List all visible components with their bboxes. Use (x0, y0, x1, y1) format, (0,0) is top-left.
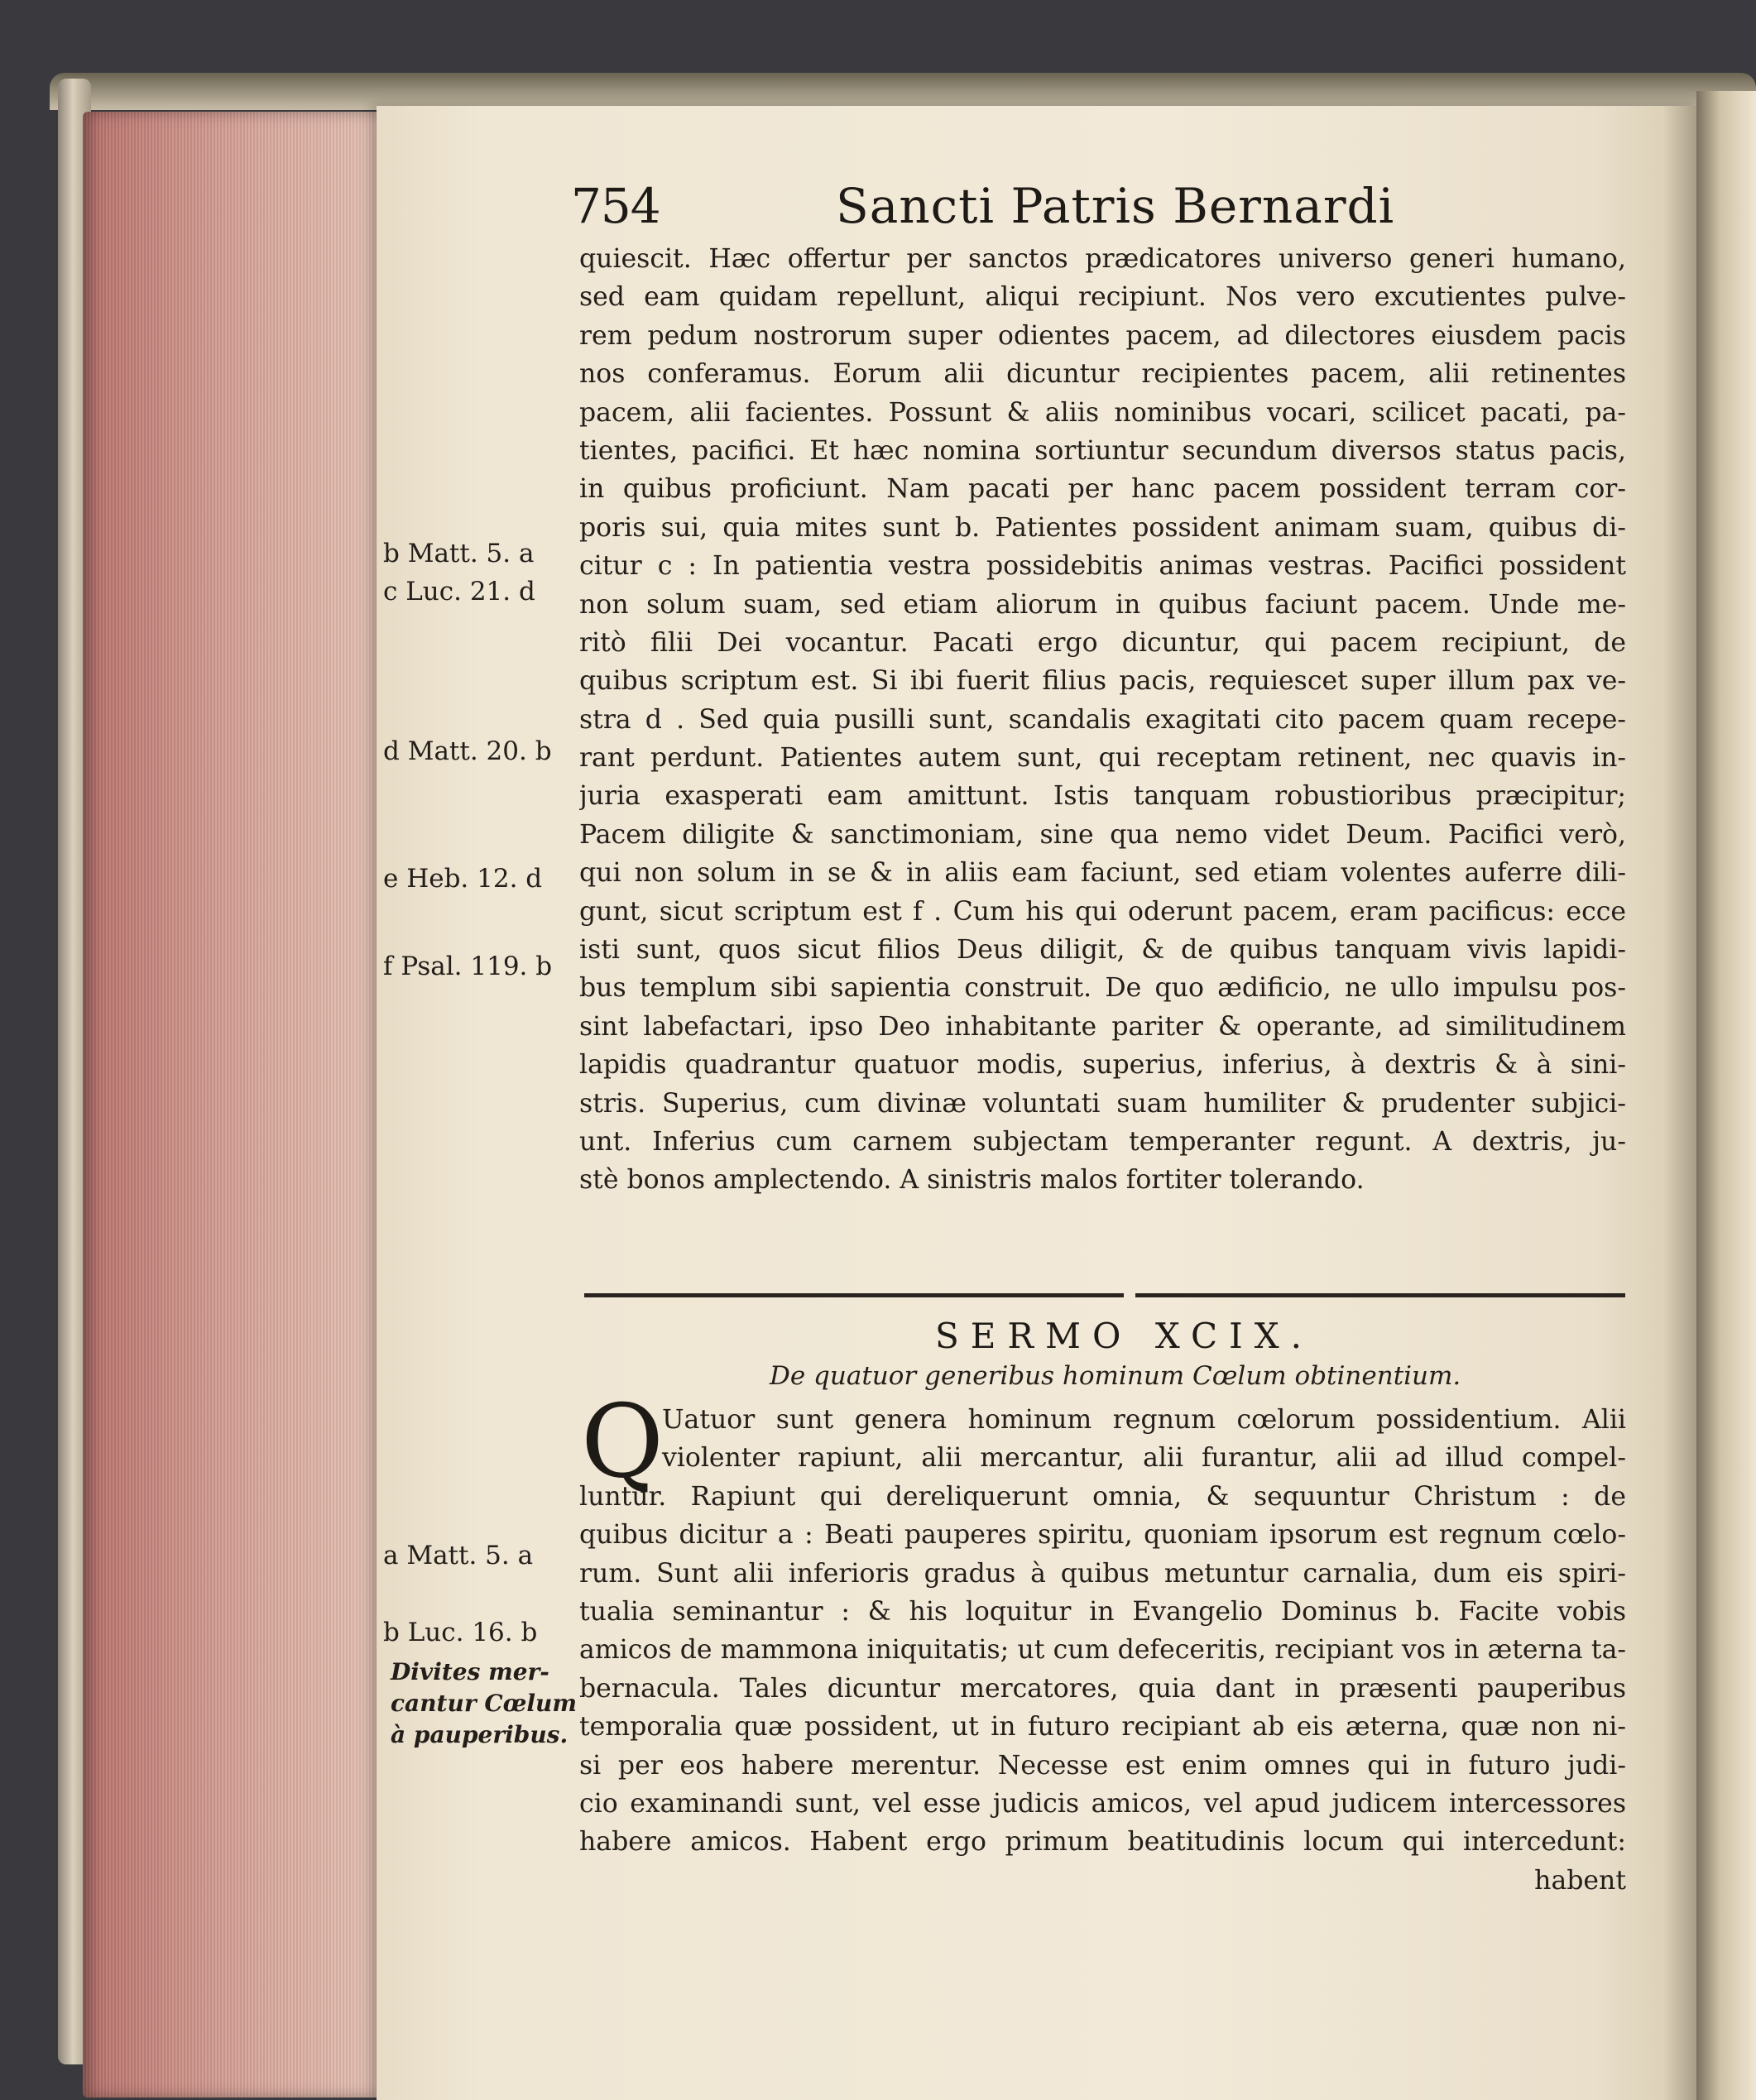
running-title: Sancti Patris Bernardi (836, 178, 1395, 234)
section-rule-right (1135, 1293, 1625, 1297)
drop-capital: Q (581, 1383, 664, 1500)
text-line: tientes, pacifici. Et hæc nomina sortiuntur secundum diversos status pacis, (579, 435, 1626, 466)
text-line: isti sunt, quos sicut filios Deus diligit, & de quibus tanquam vivis lapidi- (579, 935, 1626, 966)
text-line: juria exasperati eam amittunt. Istis tanquam robustioribus præcipitur; (579, 781, 1626, 812)
text-line: gunt, sicut scriptum est f . Cum his qui oderunt pacem, eram pacificus: ecce (579, 896, 1626, 927)
text-line: nos conferamus. Eorum alii dicuntur recipientes pacem, alii retinentes (579, 359, 1626, 390)
text-line: sint labefactari, ipso Deo inhabitante pariter & operante, ad similitudinem (579, 1011, 1626, 1042)
text-line: amicos de mammona iniquitatis; ut cum defeceritis, recipiant vos in æterna ta- (579, 1635, 1626, 1666)
text-line: habere amicos. Habent ergo primum beatitudinis locum qui intercedunt: (579, 1827, 1626, 1858)
text-line: temporalia quæ possident, ut in futuro recipiant ab eis æterna, quæ non ni- (579, 1712, 1626, 1743)
text-line: cio examinandi sunt, vel esse judicis amicos, vel apud judicem intercessores (579, 1788, 1626, 1819)
running-header (571, 178, 1399, 244)
main-text-block (579, 240, 1626, 1200)
facing-page-edge (1696, 91, 1756, 2100)
text-line: violenter rapiunt, alii mercantur, alii furantur, alii ad illud compel- (662, 1443, 1626, 1474)
text-line: Uatuor sunt genera hominum regnum cœlorum possidentium. Alii (662, 1405, 1626, 1435)
text-line: citur c : In patientia vestra possidebitis animas vestras. Pacifici possident (579, 551, 1626, 582)
page-fore-edge (83, 112, 381, 2098)
text-line: Pacem diligite & sanctimoniam, sine qua nemo videt Deum. Pacifici verò, (579, 819, 1626, 850)
text-line: unt. Inferius cum carnem subjectam temperanter regunt. A dextris, ju- (579, 1126, 1626, 1157)
text-line: lapidis quadrantur quatuor modis, superius, inferius, à dextris & à sini- (579, 1050, 1626, 1081)
text-line: tualia seminantur : & his loquitur in Evangelio Dominus b. Facite vobis (579, 1596, 1626, 1627)
margin-ref-a2: a Matt. 5. a (383, 1541, 534, 1570)
text-line: luntur. Rapiunt qui dereliquerunt omnia, & sequuntur Christum : de (579, 1481, 1626, 1512)
text-line: rum. Sunt alii inferioris gradus à quibus metuntur carnalia, dum eis spiri- (579, 1558, 1626, 1589)
margin-ref-b2: b Luc. 16. b (383, 1618, 538, 1647)
page-number: 754 (571, 178, 660, 234)
text-line: non solum suam, sed etiam aliorum in quibus faciunt pacem. Unde me- (579, 589, 1626, 620)
text-line: quibus dicitur a : Beati pauperes spiritu, quoniam ipsorum est regnum cœlo- (579, 1520, 1626, 1551)
text-line: si per eos habere merentur. Necesse est enim omnes qui in futuro judi- (579, 1750, 1626, 1781)
sermon-subtitle: De quatuor generibus hominum Cœlum obtinentium. (770, 1361, 1461, 1391)
margin-ref-e: e Heb. 12. d (383, 864, 543, 894)
book-top-cover (50, 73, 1756, 110)
margin-ref-d: d Matt. 20. b (383, 736, 552, 766)
text-line: quiescit. Hæc offertur per sanctos prædicatores universo generi humano, (579, 244, 1626, 274)
text-line: bus templum sibi sapientia construit. De quo ædificio, ne ullo impulsu pos- (579, 973, 1626, 1004)
text-line: sed eam quidam repellunt, aliqui recipiunt. Nos vero excutientes pulve- (579, 282, 1626, 313)
text-line: quibus scriptum est. Si ibi fuerit filius pacis, requiescet super illum pax ve- (579, 666, 1626, 697)
text-line: stra d . Sed quia pusilli sunt, scandalis exagitati cito pacem quam recepe- (579, 704, 1626, 735)
margin-ref-f: f Psal. 119. b (383, 952, 553, 981)
sermon-text-block (579, 1383, 1626, 1900)
text-line: bernacula. Tales dicuntur mercatores, quia dant in præsenti pauperibus (579, 1673, 1626, 1704)
text-line: rem pedum nostrorum super odientes pacem, ad dilectores eiusdem pacis (579, 320, 1626, 351)
side-note-line: Divites mer- (391, 1658, 549, 1685)
text-line: pacem, alii facientes. Possunt & aliis nominibus vocari, scilicet pacati, pa- (579, 397, 1626, 428)
text-line: in quibus proficiunt. Nam pacati per hanc pacem possident terram cor- (579, 474, 1626, 505)
text-line: stris. Superius, cum divinæ voluntati suam humiliter & prudenter subjici- (579, 1088, 1626, 1119)
text-line: poris sui, quia mites sunt b. Patientes possident animam suam, quibus di- (579, 512, 1626, 543)
side-note-line: cantur Cœlum (391, 1690, 578, 1717)
sermon-title: SERMO XCIX. (935, 1316, 1313, 1356)
catchword: habent (1534, 1865, 1626, 1896)
side-note-line: à pauperibus. (391, 1721, 569, 1748)
section-rule-left (584, 1293, 1124, 1297)
text-line: ritò filii Dei vocantur. Pacati ergo dicuntur, qui pacem recipiunt, de (579, 627, 1626, 658)
text-line: qui non solum in se & in aliis eam faciunt, sed etiam volentes auferre dili- (579, 858, 1626, 889)
text-line: rant perdunt. Patientes autem sunt, qui receptam retinent, nec quavis in- (579, 743, 1626, 774)
text-line: stè bonos amplectendo. A sinistris malos fortiter tolerando. (579, 1165, 1365, 1196)
margin-ref-c: c Luc. 21. d (383, 577, 535, 607)
margin-ref-b: b Matt. 5. a (383, 539, 535, 568)
